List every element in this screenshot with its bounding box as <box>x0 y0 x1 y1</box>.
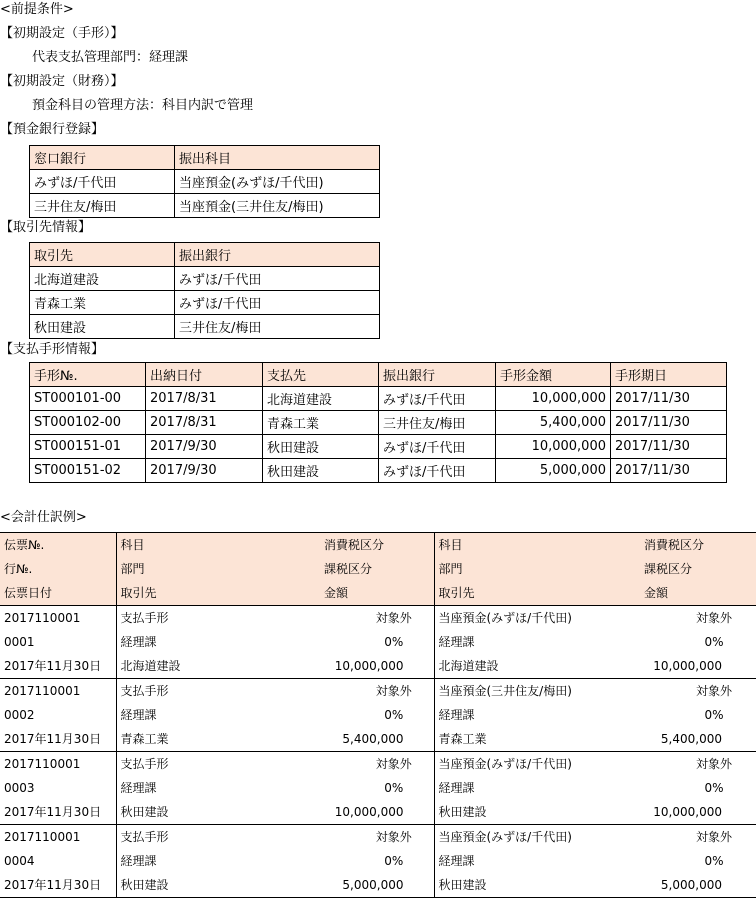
journal-cell: 支払手形 <box>116 679 318 704</box>
table-cell: 青森工業 <box>263 411 379 435</box>
journal-cell: 対象外 <box>318 606 434 631</box>
table-cell: 2017/11/30 <box>611 387 727 411</box>
journal-cell: 0001 <box>4 635 35 649</box>
journal-entry-row <box>0 727 756 752</box>
table-cell: 2017/11/30 <box>611 459 727 483</box>
journal-header-cell: 部門 <box>434 557 636 581</box>
journal-cell: 当座預金(三井住友/梅田) <box>434 679 636 704</box>
journal-entry-row <box>0 849 756 873</box>
table-cell: みずほ/千代田 <box>379 435 496 459</box>
journal-header-cell: 科目 <box>434 533 636 558</box>
column-header: 取引先 <box>30 243 175 267</box>
initial-bill-heading: 【初期設定（手形）】 <box>0 26 124 41</box>
journal-cell: 0% <box>384 781 404 795</box>
journal-header-cell: 消費税区分 <box>636 533 756 558</box>
table-cell: 5,400,000 <box>496 411 611 435</box>
journal-cell: 0002 <box>4 708 35 722</box>
bank-reg-heading: 【預金銀行登録】 <box>0 122 105 137</box>
table-row <box>30 315 380 339</box>
journal-header-cell: 金額 <box>318 581 434 606</box>
journal-header-cell: 科目 <box>116 533 318 558</box>
table-cell: みずほ/千代田 <box>30 170 175 194</box>
journal-cell: 5,400,000 <box>342 732 404 746</box>
journal-cell: 2017年11月30日 <box>4 659 102 673</box>
table-cell: みずほ/千代田 <box>175 291 380 315</box>
journal-entry-row <box>0 703 756 727</box>
journal-cell: 経理課 <box>434 849 636 873</box>
table-cell: 5,000,000 <box>496 459 611 483</box>
partner-heading: 【取引先情報】 <box>0 220 92 235</box>
table-cell: ST000102-00 <box>30 411 146 435</box>
journal-cell: 2017110001 <box>0 752 116 777</box>
journal-header-cell: 課税区分 <box>318 557 434 581</box>
column-header: 手形期日 <box>611 363 727 387</box>
table-cell: 2017/11/30 <box>611 411 727 435</box>
table-cell: 2017/9/30 <box>146 459 263 483</box>
bills-table <box>29 362 727 483</box>
initial-bill-text: 代表支払管理部門：経理課 <box>32 50 189 65</box>
table-header-row <box>30 363 727 387</box>
journal-cell: 2017年11月30日 <box>4 805 102 819</box>
journal-entry-row <box>0 679 756 704</box>
table-cell: 青森工業 <box>30 291 175 315</box>
journal-cell: 秋田建設 <box>116 873 318 898</box>
journal-header-row <box>0 533 756 558</box>
journal-cell: 0% <box>704 708 724 722</box>
journal-header-cell: 課税区分 <box>636 557 756 581</box>
table-row <box>30 291 380 315</box>
table-cell: 当座預金(三井住友/梅田) <box>175 194 380 218</box>
table-cell: 秋田建設 <box>30 315 175 339</box>
journal-header-cell: 消費税区分 <box>318 533 434 558</box>
journal-heading: <会計仕訳例> <box>0 510 87 525</box>
column-header: 手形№. <box>30 363 146 387</box>
journal-cell: 0003 <box>4 781 35 795</box>
table-row <box>30 170 380 194</box>
table-cell: 三井住友/梅田 <box>30 194 175 218</box>
journal-cell: 支払手形 <box>116 825 318 850</box>
journal-cell: 0% <box>384 708 404 722</box>
table-cell: 2017/9/30 <box>146 435 263 459</box>
journal-entry-row <box>0 630 756 654</box>
journal-entry-row <box>0 873 756 898</box>
journal-cell: 支払手形 <box>116 606 318 631</box>
table-cell: 2017/8/31 <box>146 387 263 411</box>
table-row <box>30 194 380 218</box>
journal-cell: 青森工業 <box>116 727 318 752</box>
journal-cell: 2017110001 <box>0 679 116 704</box>
partner-table <box>29 242 380 339</box>
journal-entry-row <box>0 654 756 679</box>
journal-cell: 0% <box>704 854 724 868</box>
table-row <box>30 411 727 435</box>
bank-registration-table <box>29 145 380 218</box>
journal-entry-row <box>0 752 756 777</box>
table-cell: 2017/8/31 <box>146 411 263 435</box>
table-cell: ST000101-00 <box>30 387 146 411</box>
table-cell: 三井住友/梅田 <box>175 315 380 339</box>
initial-fin-heading: 【初期設定（財務）】 <box>0 74 124 89</box>
table-header-row <box>30 146 380 170</box>
journal-cell: 2017110001 <box>0 606 116 631</box>
table-cell: みずほ/千代田 <box>175 267 380 291</box>
table-cell: ST000151-01 <box>30 435 146 459</box>
journal-cell: 10,000,000 <box>653 659 722 673</box>
journal-cell: 対象外 <box>318 825 434 850</box>
journal-cell: 0004 <box>4 854 35 868</box>
journal-cell: 経理課 <box>434 776 636 800</box>
journal-cell: 対象外 <box>636 825 756 850</box>
journal-cell: 経理課 <box>116 703 318 727</box>
journal-cell: 経理課 <box>116 776 318 800</box>
journal-entry-row <box>0 606 756 631</box>
journal-cell: 対象外 <box>318 752 434 777</box>
journal-cell: 北海道建設 <box>116 654 318 679</box>
journal-cell: 10,000,000 <box>334 659 404 673</box>
journal-cell: 青森工業 <box>434 727 636 752</box>
journal-entry-row <box>0 776 756 800</box>
journal-header-cell: 行№. <box>0 557 116 581</box>
journal-cell: 当座預金(みずほ/千代田) <box>434 752 636 777</box>
journal-cell: 北海道建設 <box>434 654 636 679</box>
journal-cell: 支払手形 <box>116 752 318 777</box>
table-cell: 当座預金(みずほ/千代田) <box>175 170 380 194</box>
journal-header-cell: 伝票日付 <box>0 581 116 606</box>
table-row <box>30 387 727 411</box>
journal-header-cell: 取引先 <box>116 581 318 606</box>
journal-cell: 5,000,000 <box>318 873 434 898</box>
table-row <box>30 459 727 483</box>
journal-cell: 秋田建設 <box>434 873 636 898</box>
column-header: 支払先 <box>263 363 379 387</box>
table-cell: 北海道建設 <box>263 387 379 411</box>
journal-header-cell: 金額 <box>636 581 756 606</box>
journal-cell: 10,000,000 <box>334 805 404 819</box>
journal-cell: 経理課 <box>116 630 318 654</box>
journal-cell: 0% <box>704 635 724 649</box>
table-cell: ST000151-02 <box>30 459 146 483</box>
journal-cell: 2017110001 <box>0 825 116 850</box>
journal-cell: 当座預金(みずほ/千代田) <box>434 825 636 850</box>
journal-cell: 経理課 <box>434 630 636 654</box>
table-row <box>30 435 727 459</box>
journal-cell: 対象外 <box>636 752 756 777</box>
journal-cell: 2017年11月30日 <box>4 732 102 746</box>
table-cell: みずほ/千代田 <box>379 459 496 483</box>
journal-entry-row <box>0 800 756 825</box>
journal-cell: 10,000,000 <box>653 805 722 819</box>
journal-cell: 当座預金(みずほ/千代田) <box>434 606 636 631</box>
journal-cell: 対象外 <box>636 606 756 631</box>
journal-cell: 秋田建設 <box>434 800 636 825</box>
table-cell: 三井住友/梅田 <box>379 411 496 435</box>
initial-fin-text: 預金科目の管理方法：科目内訳で管理 <box>32 98 254 113</box>
table-header-row <box>30 243 380 267</box>
journal-cell: 5,000,000 <box>636 873 756 898</box>
table-cell: 北海道建設 <box>30 267 175 291</box>
journal-header-cell: 取引先 <box>434 581 636 606</box>
journal-cell: 経理課 <box>434 703 636 727</box>
journal-header-row <box>0 581 756 606</box>
table-row <box>30 267 380 291</box>
table-cell: 秋田建設 <box>263 435 379 459</box>
journal-entry-row <box>0 825 756 850</box>
premise-heading: <前提条件> <box>0 2 74 17</box>
journal-cell: 0% <box>384 854 404 868</box>
column-header: 振出銀行 <box>175 243 380 267</box>
journal-cell: 経理課 <box>116 849 318 873</box>
column-header: 振出銀行 <box>379 363 496 387</box>
column-header: 出納日付 <box>146 363 263 387</box>
journal-header-cell: 部門 <box>116 557 318 581</box>
journal-cell: 2017年11月30日 <box>0 873 116 898</box>
journal-header-row <box>0 557 756 581</box>
table-cell: 10,000,000 <box>496 387 611 411</box>
table-cell: 秋田建設 <box>263 459 379 483</box>
journal-table <box>0 532 756 898</box>
journal-cell: 対象外 <box>318 679 434 704</box>
journal-cell: 対象外 <box>636 679 756 704</box>
table-cell: 10,000,000 <box>496 435 611 459</box>
table-cell: みずほ/千代田 <box>379 387 496 411</box>
table-cell: 2017/11/30 <box>611 435 727 459</box>
journal-header-cell: 伝票№. <box>0 533 116 558</box>
column-header: 振出科目 <box>175 146 380 170</box>
journal-cell: 5,400,000 <box>660 732 722 746</box>
column-header: 手形金額 <box>496 363 611 387</box>
journal-cell: 秋田建設 <box>116 800 318 825</box>
bills-heading: 【支払手形情報】 <box>0 342 105 357</box>
journal-cell: 0% <box>384 635 404 649</box>
journal-cell: 0% <box>704 781 724 795</box>
column-header: 窓口銀行 <box>30 146 175 170</box>
